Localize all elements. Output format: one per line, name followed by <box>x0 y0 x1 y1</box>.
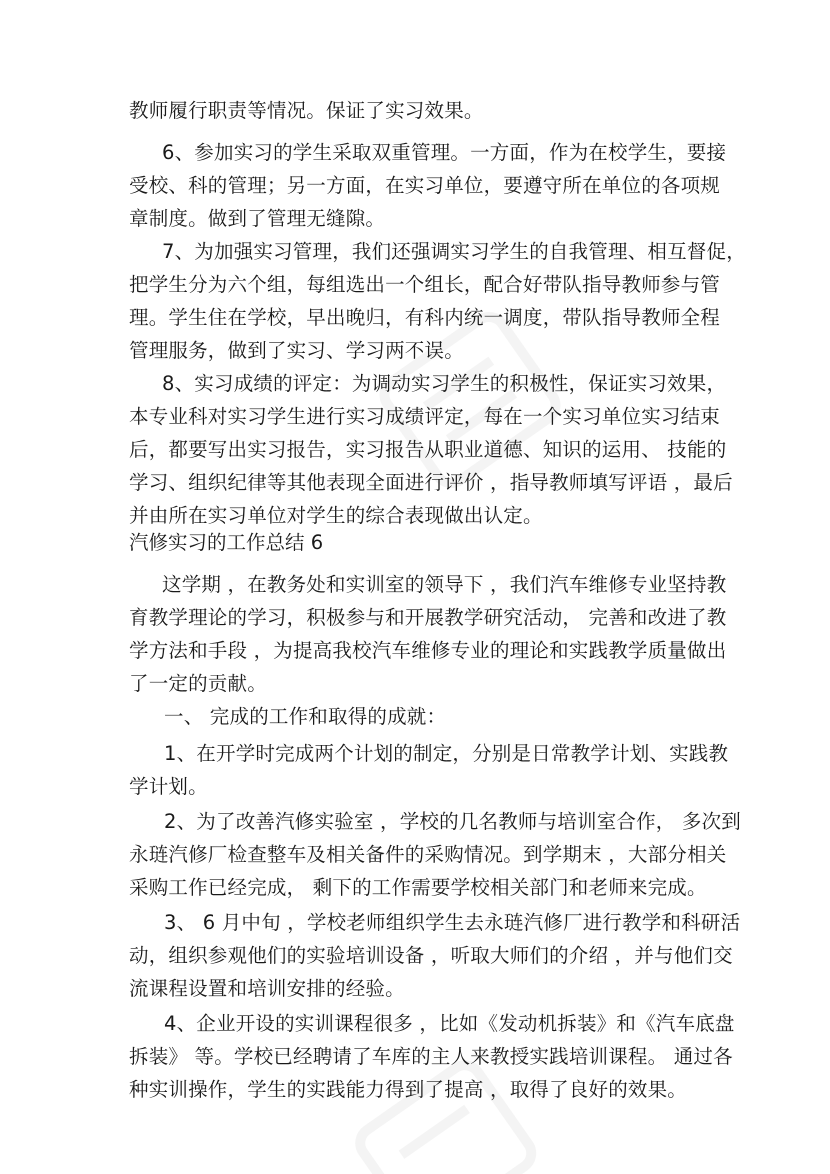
text-line: 育教学理论的学习，积极参与和开展教学研究活动， 完善和改进了教 <box>129 606 727 629</box>
text-line: 1、在开学时完成两个计划的制定，分别是日常教学计划、实践教 <box>164 742 729 765</box>
section-heading: 汽修实习的工作总结 6 <box>129 531 324 554</box>
text-line: 6、参加实习的学生采取双重管理。一方面，作为在校学生，要接 <box>162 141 727 164</box>
text-line: 2、为了改善汽修实验室 ，学校的几名教师与培训室合作， 多次到 <box>164 810 742 833</box>
text-line: 7、为加强实习管理，我们还强调实习学生的自我管理、相互督促， <box>162 240 746 263</box>
text-line: 一、 完成的工作和取得的成就： <box>164 705 447 728</box>
text-line: 种实训操作，学生的实践能力得到了提高 ，取得了良好的效果。 <box>129 1078 687 1101</box>
text-line: 8、实习成绩的评定：为调动实习学生的积极性，保证实习效果， <box>162 372 727 395</box>
text-line: 4、企业开设的实训课程很多 ，比如《发动机拆装》和《汽车底盘 <box>164 1012 735 1035</box>
text-line: 动，组织参观他们的实验培训设备 ，听取大师们的介绍 ，并与他们交 <box>129 944 733 967</box>
text-line: 学习、组织纪律等其他表现全面进行评价 ，指导教师填写评语 ，最后 <box>129 471 733 494</box>
text-line: 学计划。 <box>129 775 208 798</box>
text-line: 管理服务，做到了实习、学习两不误。 <box>129 339 464 362</box>
text-line: 后，都要写出实习报告，实习报告从职业道德、知识的运用、 技能的 <box>129 438 727 461</box>
text-line: 采购工作已经完成， 剩下的工作需要学校相关部门和老师来完成。 <box>129 876 707 899</box>
text-line: 了一定的贡献。 <box>129 672 267 695</box>
text-line: 章制度。做到了管理无缝隙。 <box>129 207 386 230</box>
text-line: 拆装》 等。学校已经聘请了车库的主人来教授实践培训课程。 通过各 <box>129 1045 733 1068</box>
text-line: 本专业科对实习学生进行实习成绩评定，每在一个实习单位实习结束 <box>129 405 721 428</box>
text-line: 永琏汽修厂检查整车及相关备件的采购情况。到学期末 ，大部分相关 <box>129 843 727 866</box>
text-line: 教师履行职责等情况。保证了实习效果。 <box>129 99 484 122</box>
text-line: 这学期 ，在教务处和实训室的领导下 ，我们汽车维修专业坚持教 <box>162 573 727 596</box>
text-line: 并由所在实习单位对学生的综合表现做出认定。 <box>129 504 543 527</box>
text-line: 受校、科的管理；另一方面，在实习单位，要遵守所在单位的各项规 <box>129 174 721 197</box>
text-line: 把学生分为六个组，每组选出一个组长，配合好带队指导教师参与管 <box>129 273 721 296</box>
text-line: 流课程设置和培训安排的经验。 <box>129 977 405 1000</box>
text-line: 理。学生住在学校，早出晚归，有科内统一调度，带队指导教师全程 <box>129 306 721 329</box>
text-line: 3、 6 月中旬 ，学校老师组织学生去永琏汽修厂进行教学和科研活 <box>164 911 741 934</box>
text-line: 学方法和手段 ，为提高我校汽车维修专业的理论和实践教学质量做出 <box>129 639 727 662</box>
